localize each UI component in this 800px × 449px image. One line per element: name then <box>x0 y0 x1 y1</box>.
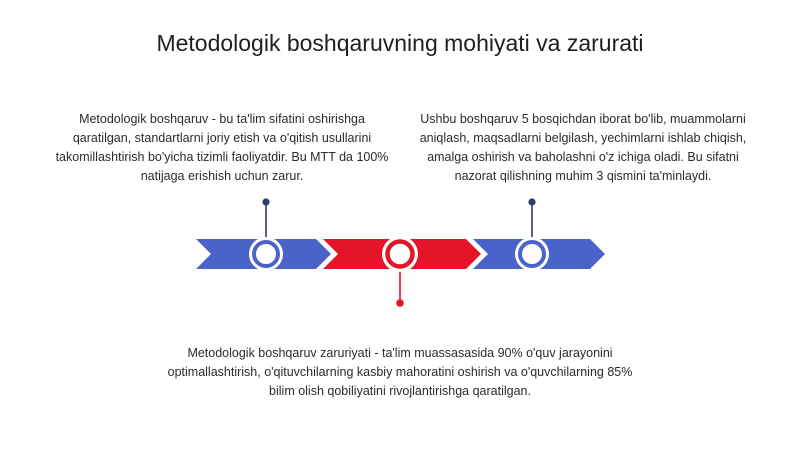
text-block-right: Ushbu boshqaruv 5 bosqichdan iborat bo'lib, muammolarni aniqlash, maqsadlarni belgilash, yechimlarni ishlab chiqish, amalga oshirish va baholashni o'z ichiga oladi. Bu sifatni nazorat qilishning muhim 3 qismini ta'minlaydi. <box>419 112 747 183</box>
slide-title: Metodologik boshqaruvning mohiyati va zarurati <box>156 30 644 56</box>
node-left <box>249 237 283 271</box>
connector-center-dot <box>396 299 404 307</box>
connector-right-dot <box>528 198 535 205</box>
connector-left-dot <box>262 198 269 205</box>
ring-node-icon <box>254 242 278 266</box>
ring-node-icon <box>388 242 413 267</box>
ring-node-icon <box>520 242 544 266</box>
text-block-bottom: Metodologik boshqaruv zaruriyati - ta'lim muassasasida 90% o'quv jarayonini optimallashtirish, o'qituvchilarning kasbiy mahoratini oshirish va o'quvchilarning 85% bilim olish qobiliyatini rivojlantirishga qaratilgan. <box>167 346 633 398</box>
node-right <box>515 237 549 271</box>
node-center <box>382 236 418 272</box>
text-block-left: Metodologik boshqaruv - bu ta'lim sifatini oshirishga qaratilgan, standartlarni joriy etish va o'qitish usullarini takomillashtirish bo'yicha tizimli faoliyatdir. Bu MTT da 100% natijaga erishish uchun zarur. <box>55 112 389 183</box>
